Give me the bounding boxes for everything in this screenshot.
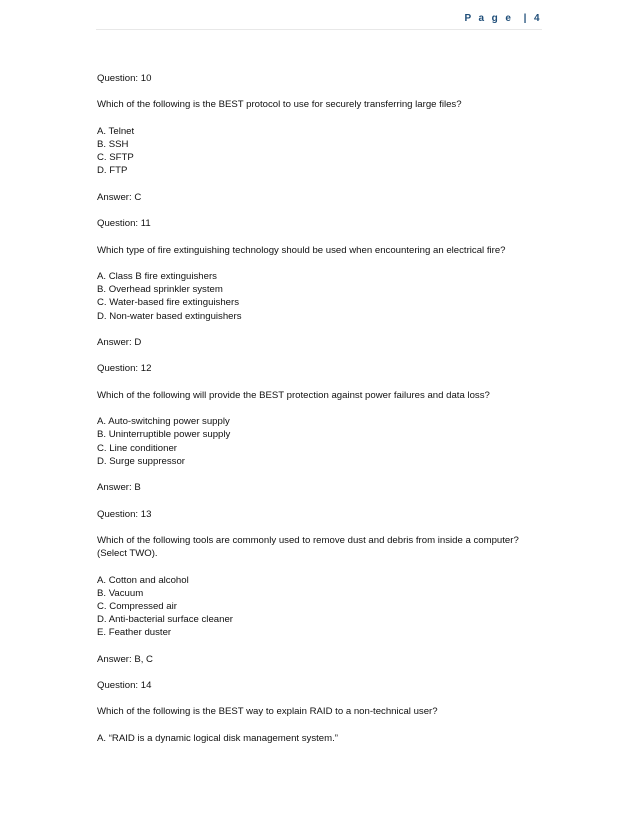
document-body: [97, 72, 547, 745]
answer-option: B. SSH: [97, 138, 129, 150]
question-text: Which of the following is the BEST way to explain RAID to a non-technical user?: [97, 706, 438, 718]
question-text: Which of the following is the BEST protocol to use for securely transferring large files?: [97, 99, 462, 111]
answer-option: D. Anti-bacterial surface cleaner: [97, 614, 233, 626]
answer-option: C. Line conditioner: [97, 442, 177, 454]
question-number: Question: 12: [97, 363, 152, 375]
question-block: [97, 217, 547, 362]
answer-option: A. Auto-switching power supply: [97, 416, 230, 428]
question-block: [97, 679, 547, 745]
question-block: [97, 72, 547, 217]
answer-option: B. Overhead sprinkler system: [97, 284, 223, 296]
correct-answer: Answer: B: [97, 482, 141, 494]
correct-answer: Answer: B, C: [97, 653, 153, 665]
answer-option: D. Non-water based extinguishers: [97, 310, 242, 322]
question-block: [97, 508, 547, 680]
answer-option: B. Vacuum: [97, 587, 144, 599]
question-number: Question: 13: [97, 508, 152, 520]
answer-option: C. Compressed air: [97, 600, 177, 612]
answer-option: C. Water-based fire extinguishers: [97, 297, 240, 309]
question-block: [97, 362, 547, 507]
answer-option: A. Telnet: [97, 125, 135, 137]
header-divider: [96, 29, 542, 30]
page-number-header: P a g e | 4: [464, 13, 542, 24]
answer-option: B. Uninterruptible power supply: [97, 429, 231, 441]
correct-answer: Answer: C: [97, 191, 142, 203]
answer-option: A. “RAID is a dynamic logical disk management system.”: [97, 732, 338, 744]
answer-option: C. SFTP: [97, 152, 134, 164]
question-number: Question: 14: [97, 680, 152, 692]
answer-option: D. Surge suppressor: [97, 455, 185, 467]
answer-option: E. Feather duster: [97, 627, 172, 639]
answer-option: D. FTP: [97, 165, 128, 177]
answer-option: A. Cotton and alcohol: [97, 574, 189, 586]
question-text: Which of the following will provide the BEST protection against power failures and data loss?: [97, 389, 490, 401]
correct-answer: Answer: D: [97, 336, 142, 348]
question-number: Question: 11: [97, 218, 151, 230]
question-text-continued: (Select TWO).: [97, 548, 158, 560]
answer-option: A. Class B fire extinguishers: [97, 270, 217, 282]
question-text: Which of the following tools are commonly used to remove dust and debris from inside a computer?: [97, 534, 519, 546]
question-text: Which type of fire extinguishing technology should be used when encountering an electrical fire?: [97, 244, 506, 256]
question-number: Question: 10: [97, 73, 152, 84]
